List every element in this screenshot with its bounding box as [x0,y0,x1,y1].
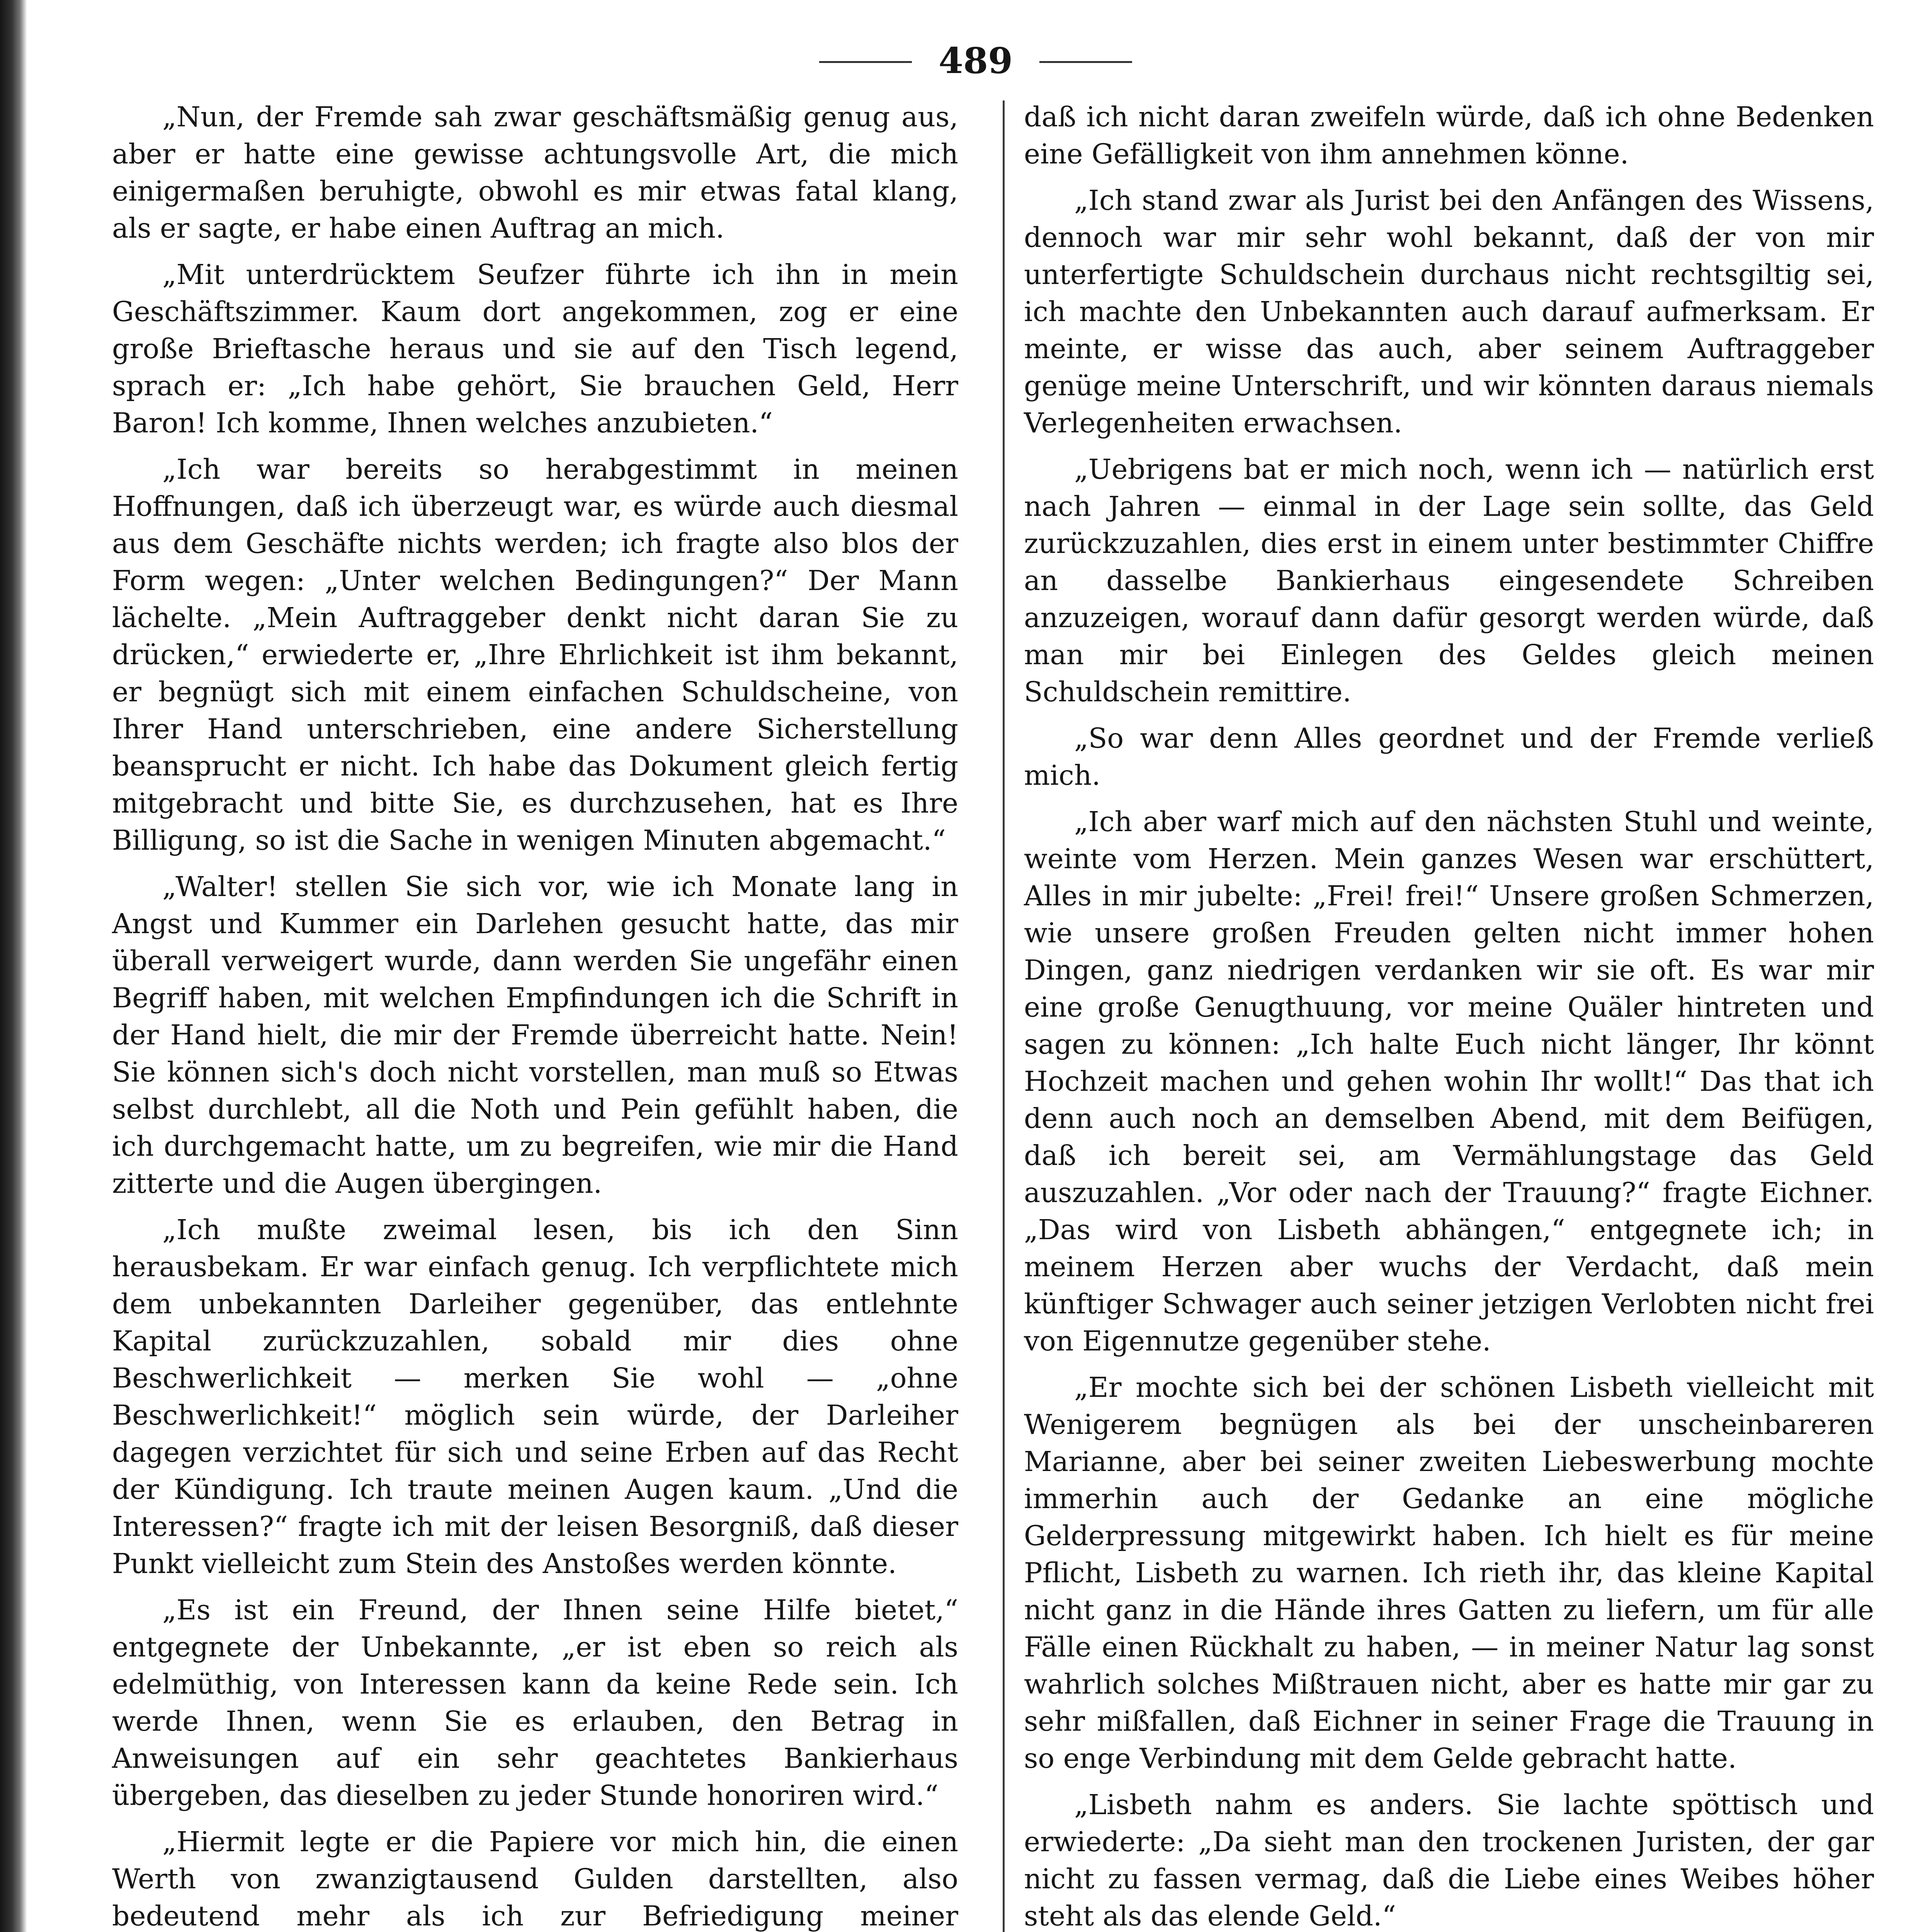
paragraph: „Hiermit legte er die Papiere vor mich hin, die einen Werth von zwanzigtausend Gulden darstellten, also bedeutend mehr als ich zur Befriedigung meiner [112,1826,958,1932]
paragraph-continuation: daß ich nicht daran zweifeln würde, daß ich ohne Bedenken eine Gefälligkeit von ihm annehmen könne. [1024,101,1874,170]
paragraph: „So war denn Alles geordnet und der Fremde verließ mich. [1024,722,1874,791]
paragraph: „Ich war bereits so herabgestimmt in meinen Hoffnungen, daß ich überzeugt war, es würde auch diesmal aus dem Geschäfte nichts werden; ich fragte also blos der Form wegen: „Unter welchen Bedingungen?“ Der Mann lächelte. „Mein Auftraggeber denkt nicht daran Sie zu drücken,“ erwiederte er, „Ihre Ehrlichkeit ist ihm bekannt, er begnügt sich mit einem einfachen Schuldscheine, von Ihrer Hand unterschrieben, eine andere Sicherstellung beansprucht er nicht. Ich habe das Dokument gleich fertig mitgebracht und bitte Sie, es durchzusehen, hat es Ihre Billigung, so ist die Sache in wenigen Minuten abgemacht.“ [112,453,958,856]
left-column [112,99,958,1932]
right-column [1024,99,1874,1932]
paragraph: „Ich mußte zweimal lesen, bis ich den Sinn herausbekam. Er war einfach genug. Ich verpflichtete mich dem unbekannten Darleiher gegenüber, das entlehnte Kapital zurückzuzahlen, sobald mir dies ohne Beschwerlichkeit — merken Sie wohl — „ohne Beschwerlichkeit!“ möglich sein würde, der Darleiher dagegen verzichtet für sich und seine Erben auf das Recht der Kündigung. Ich traute meinen Augen kaum. „Und die Interessen?“ fragte ich mit der leisen Besorgniß, daß dieser Punkt vielleicht zum Stein des Anstoßes werden könnte. [112,1214,958,1580]
paragraph: „Uebrigens bat er mich noch, wenn ich — natürlich erst nach Jahren — einmal in der Lage sein sollte, das Geld zurückzuzahlen, dies erst in einem unter bestimmter Chiffre an dasselbe Bankierhaus eingesendete Schreiben anzuzeigen, worauf dann dafür gesorgt werden würde, daß man mir bei Einlegen des Geldes gleich meinen Schuldschein remittire. [1024,453,1874,708]
paragraph: „Ich stand zwar als Jurist bei den Anfängen des Wissens, dennoch war mir sehr wohl bekannt, daß der von mir unterfertigte Schuldschein durchaus nicht rechtsgiltig sei, ich machte den Unbekannten auch darauf aufmerksam. Er meinte, er wisse das auch, aber seinem Auftraggeber genüge meine Unterschrift, und wir könnten daraus niemals Verlegenheiten erwachsen. [1024,184,1874,439]
paragraph: „Mit unterdrücktem Seufzer führte ich ihn in mein Geschäftszimmer. Kaum dort angekommen, zog er eine große Brieftasche heraus und sie auf den Tisch legend, sprach er: „Ich habe gehört, Sie brauchen Geld, Herr Baron! Ich komme, Ihnen welches anzubieten.“ [112,259,958,439]
paragraph: „Walter! stellen Sie sich vor, wie ich Monate lang in Angst und Kummer ein Darlehen gesucht hatte, das mir überall verweigert wurde, dann werden Sie ungefähr einen Begriff haben, mit welchen Empfindungen ich die Schrift in der Hand hielt, die mir der Fremde überreicht hatte. Nein! Sie können sich's doch nicht vorstellen, man muß so Etwas selbst durchlebt, all die Noth und Pein gefühlt haben, die ich durchgemacht hatte, um zu begreifen, wie mir die Hand zitterte und die Augen übergingen. [112,871,958,1199]
column-divider [1003,100,1005,1932]
paragraph: „Er mochte sich bei der schönen Lisbeth vielleicht mit Wenigerem begnügen als bei der unscheinbareren Marianne, aber bei seiner zweiten Liebeswerbung mochte immerhin auch der Gedanke an eine mögliche Gelderpressung mitgewirkt haben. Ich hielt es für meine Pflicht, Lisbeth zu warnen. Ich rieth ihr, das kleine Kapital nicht ganz in die Hände ihres Gatten zu liefern, um für alle Fälle einen Rückhalt zu haben, — in meiner Natur lag sonst wahrlich solches Mißtrauen nicht, aber es hatte mir gar zu sehr mißfallen, daß Eichner in seiner Frage die Trauung in so enge Verbindung mit dem Gelde gebracht hatte. [1024,1371,1874,1774]
paragraph: „Es ist ein Freund, der Ihnen seine Hilfe bietet,“ entgegnete der Unbekannte, „er ist eben so reich als edelmüthig, von Interessen kann da keine Rede sein. Ich werde Ihnen, wenn Sie es erlauben, den Betrag in Anweisungen auf ein sehr geachtetes Bankierhaus übergeben, das dieselben zu jeder Stunde honoriren wird.“ [112,1594,958,1811]
page-number: 489 [938,40,1013,82]
header-rule-right [1039,61,1132,63]
paragraph: „Ich aber warf mich auf den nächsten Stuhl und weinte, weinte vom Herzen. Mein ganzes Wesen war erschüttert, Alles in mir jubelte: „Frei! frei!“ Unsere großen Schmerzen, wie unsere großen Freuden gelten nicht immer hohen Dingen, ganz niedrigen verdanken wir sie oft. Es war mir eine große Genugthuung, vor meine Quäler hintreten und sagen zu können: „Ich halte Euch nicht länger, Ihr könnt Hochzeit machen und gehen wohin Ihr wollt!“ Das that ich denn auch noch an demselben Abend, mit dem Beifügen, daß ich bereit sei, am Vermählungstage das Geld auszuzahlen. „Vor oder nach der Trauung?“ fragte Eichner. „Das wird von Lisbeth abhängen,“ entgegnete ich; in meinem Herzen aber wuchs der Verdacht, daß mein künftiger Schwager auch seiner jetzigen Verlobten nicht frei von Eigennutze gegenüber stehe. [1024,806,1874,1357]
paragraph: „Nun, der Fremde sah zwar geschäftsmäßig genug aus, aber er hatte eine gewisse achtungsvolle Art, die mich einigermaßen beruhigte, obwohl es mir etwas fatal klang, als er sagte, er habe einen Auftrag an mich. [112,101,958,244]
paragraph: „Lisbeth nahm es anders. Sie lachte spöttisch und erwiederte: „Da sieht man den trockenen Juristen, der gar nicht zu fassen vermag, daß die Liebe eines Weibes höher steht als das elende Geld.“ [1024,1789,1874,1932]
header-rule-left [819,61,912,63]
page-binding-edge [0,0,27,1932]
